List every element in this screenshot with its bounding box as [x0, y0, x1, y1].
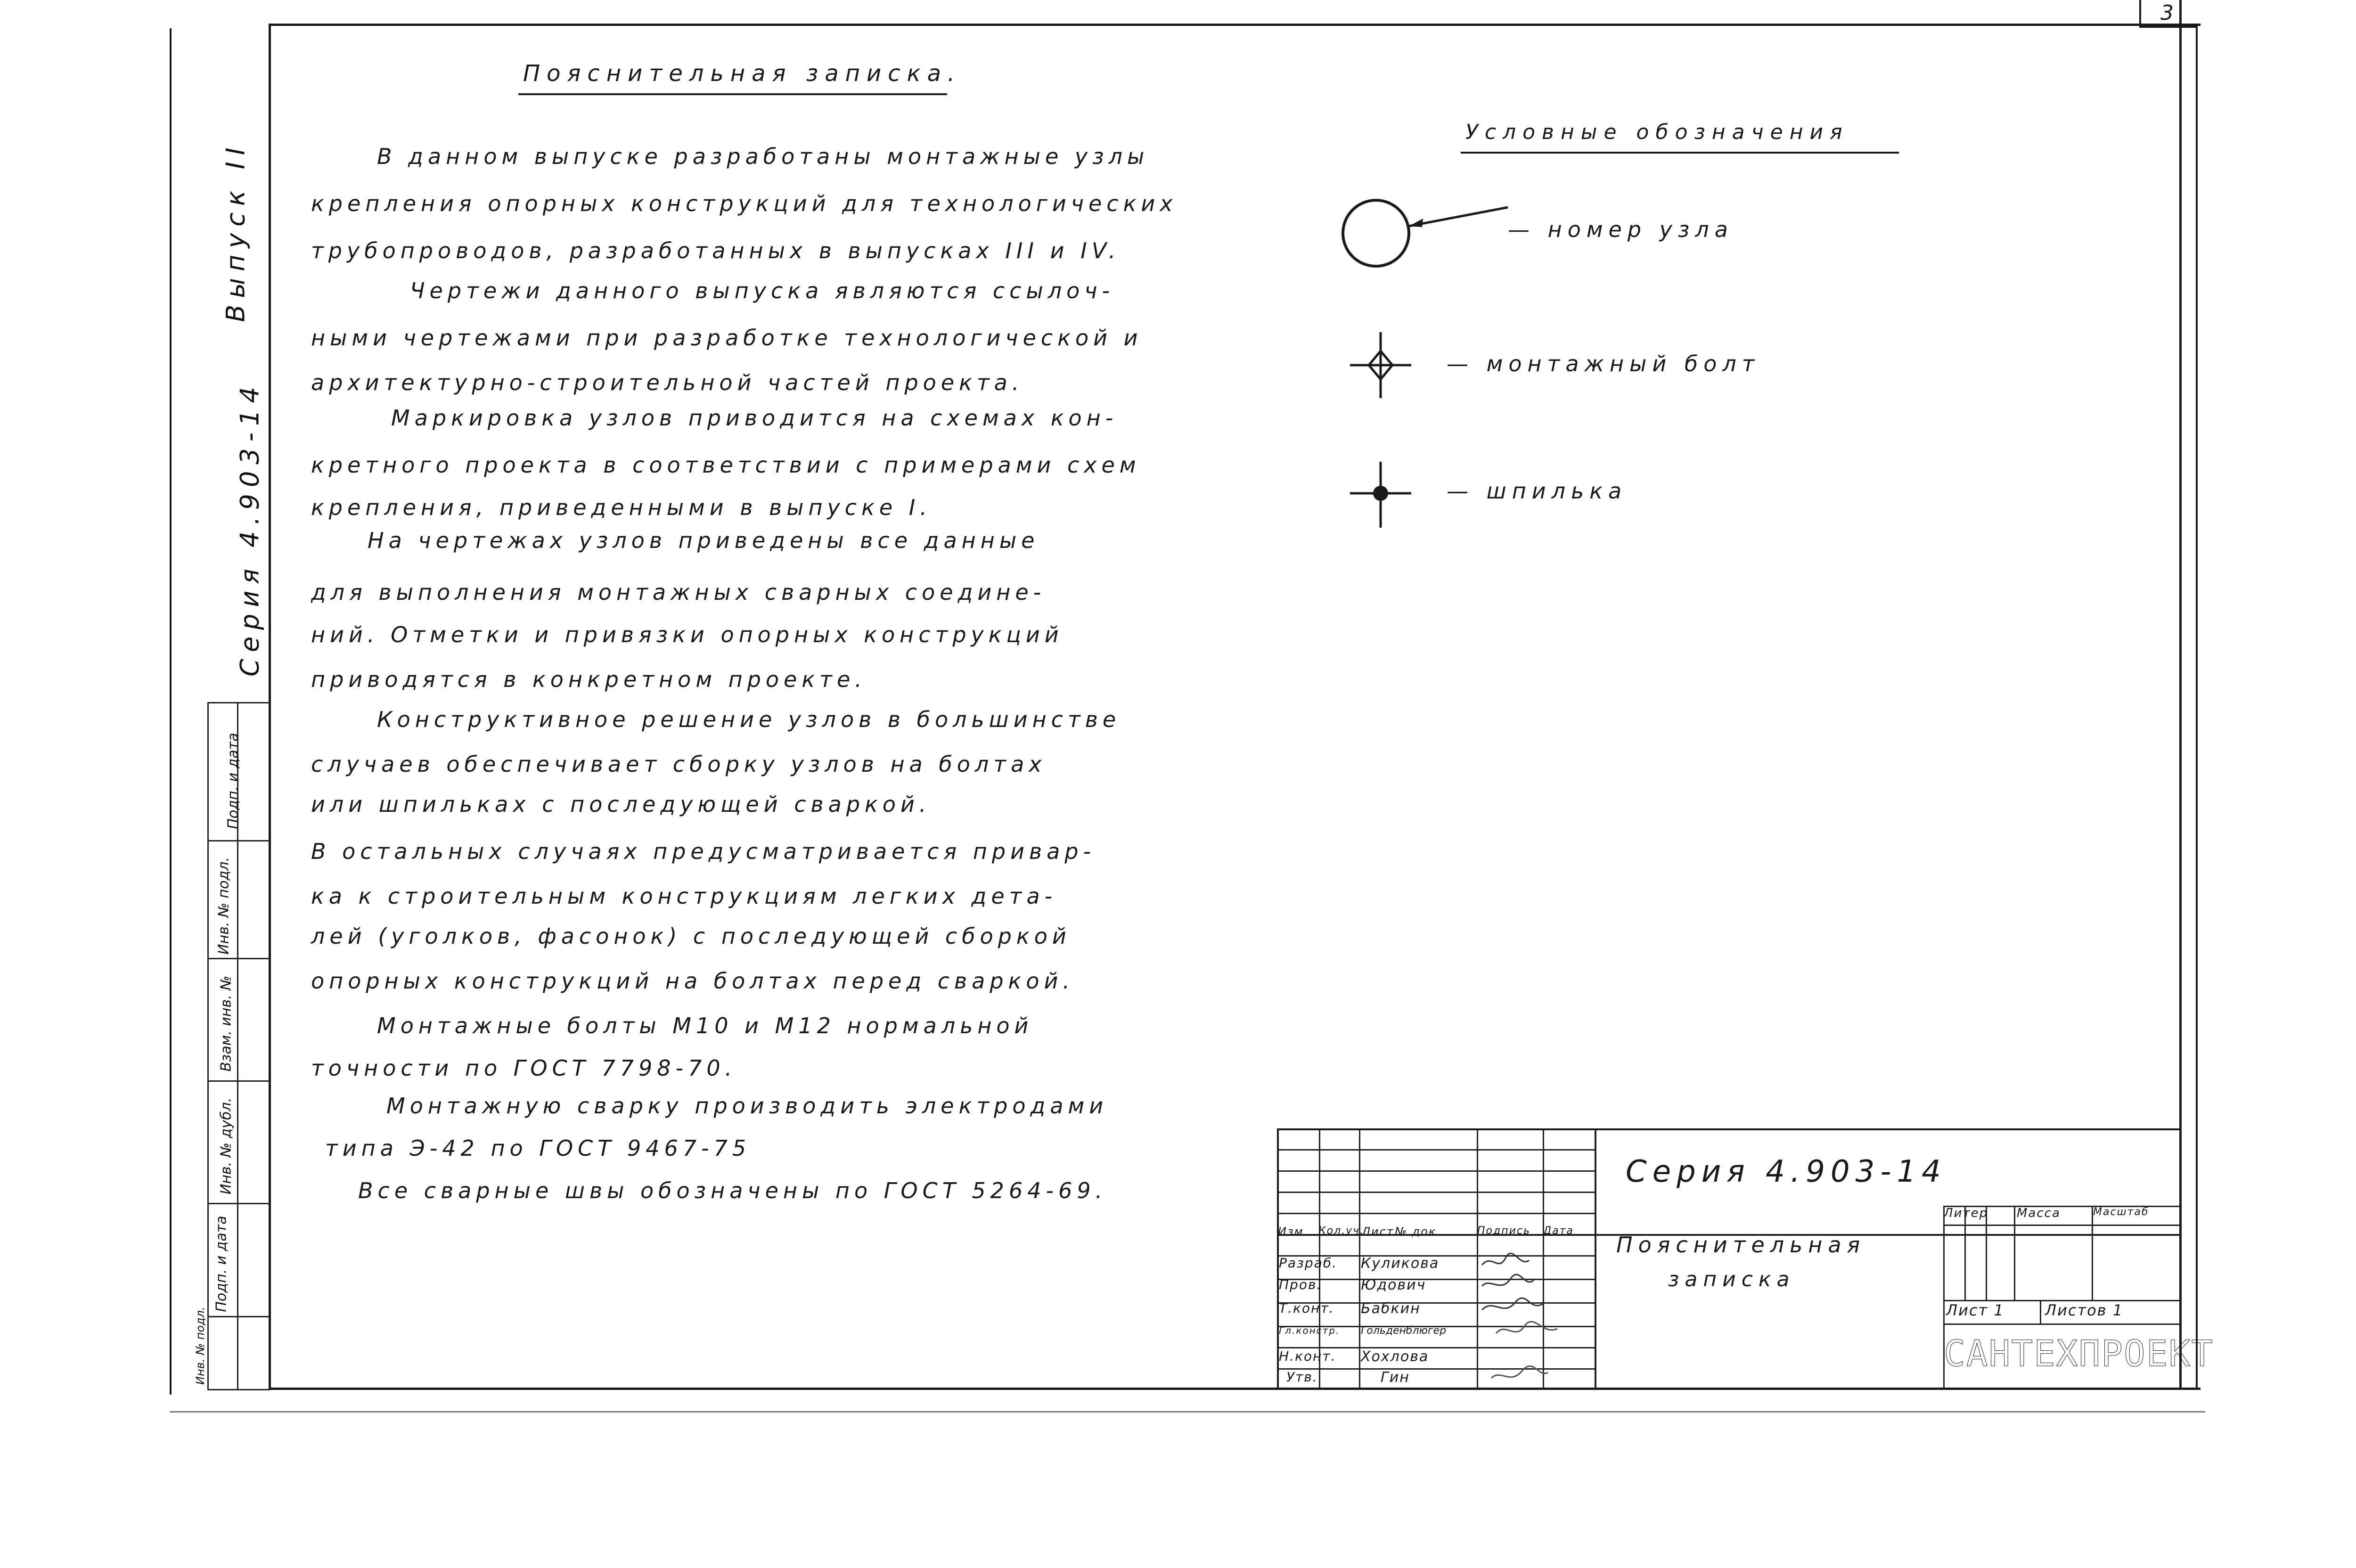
role-glkonstr: Гл.констр.	[1279, 1325, 1340, 1336]
side-issue-label: Выпуск II	[221, 141, 251, 322]
legend-bolt-label: — монтажный болт	[1447, 351, 1760, 376]
note-line: ний. Отметки и привязки опорных конструкций	[311, 622, 1063, 647]
stamp-header-list: Лист	[1362, 1225, 1394, 1238]
legend-title-underline	[1461, 152, 1899, 154]
role-prov: Пров.	[1279, 1277, 1322, 1292]
name-glkonstr: Гольденблюгер	[1361, 1325, 1447, 1337]
note-line: приводятся в конкретном проекте.	[311, 667, 867, 692]
stamp-sheets: Листов 1	[2045, 1301, 2124, 1319]
stamp-org: САНТЕХПРОЕКТ	[1944, 1332, 2214, 1374]
note-line: точности по ГОСТ 7798-70.	[311, 1055, 737, 1081]
name-nkont: Хохлова	[1361, 1348, 1429, 1365]
outer-frame-top	[269, 24, 2201, 26]
circle-node-icon	[1338, 188, 1517, 283]
note-line: лей (уголков, фасонок) с последующей сборкой	[311, 923, 1071, 949]
note-line: ка к строительным конструкциям легких дета-	[311, 883, 1057, 909]
side-col-2: Инв. № подл.	[215, 857, 232, 955]
stamp-header-izm: Изм.	[1278, 1225, 1309, 1238]
note-line: крепления, приведенными в выпуске I.	[311, 495, 932, 520]
note-line: Маркировка узлов приводится на схемах кон-	[391, 405, 1118, 431]
note-line: ными чертежами при разработке технологической и	[311, 325, 1143, 351]
note-line: опорных конструкций на болтах перед сваркой.	[311, 968, 1074, 994]
note-line: Все сварные швы обозначены по ГОСТ 5264-69.	[358, 1178, 1107, 1203]
inner-frame-right	[2196, 24, 2198, 1390]
side-col-6: Инв. № подл.	[194, 1307, 207, 1385]
note-line: Конструктивное решение узлов в большинстве	[377, 707, 1121, 732]
side-col-1: Подп. и дата	[225, 733, 242, 829]
role-nkont: Н.конт.	[1279, 1348, 1336, 1364]
note-line: На чертежах узлов приведены все данные	[368, 528, 1039, 553]
name-tkont: Бабкин	[1361, 1300, 1421, 1317]
stamp-scale-header: Масштаб	[2093, 1206, 2149, 1218]
note-line: кретного проекта в соответствии с примерами схем	[311, 452, 1141, 478]
name-utv: Гин	[1381, 1369, 1410, 1386]
sheet-number: 3	[2160, 1, 2174, 25]
page-title: Пояснительная записка.	[523, 60, 962, 87]
note-line: трубопроводов, разработанных в выпусках III и IV.	[311, 238, 1121, 263]
stamp-series: Серия 4.903-14	[1626, 1154, 1947, 1189]
side-col-3: Взам. инв. №	[218, 975, 235, 1072]
side-col-4: Инв. № дубл.	[218, 1097, 235, 1195]
role-tkont: Т.конт.	[1279, 1300, 1334, 1316]
stamp-header-sign: Подпись	[1477, 1225, 1530, 1237]
name-prov: Юдович	[1361, 1277, 1426, 1293]
dot-stud-icon	[1348, 459, 1414, 530]
note-line: Монтажные болты М10 и М12 нормальной	[377, 1013, 1033, 1038]
stamp-header-date: Дата	[1543, 1225, 1574, 1237]
page-bottom-edge	[170, 1411, 2205, 1413]
note-line: типа Э-42 по ГОСТ 9467-75	[325, 1135, 751, 1161]
stamp-mass-header: Масса	[2017, 1206, 2061, 1220]
note-line: Чертежи данного выпуска являются ссылоч-	[410, 278, 1115, 303]
note-line: В остальных случаях предусматривается привар-	[311, 839, 1096, 864]
note-line: В данном выпуске разработаны монтажные узлы	[377, 144, 1149, 169]
stamp-doc-title-2: записка	[1668, 1267, 1795, 1291]
stamp-header-kol: Кол.уч.	[1318, 1225, 1365, 1237]
note-line: или шпильках с последующей сваркой.	[311, 792, 931, 817]
stamp-lit-header: Литер	[1944, 1206, 1988, 1220]
legend-node-label: — номер узла	[1508, 217, 1734, 242]
side-series-label: Серия 4.903-14	[235, 380, 265, 677]
diamond-bolt-icon	[1348, 330, 1414, 400]
note-line: для выполнения монтажных сварных соедине-	[311, 580, 1046, 605]
title-underline	[518, 93, 947, 95]
name-razrab: Куликова	[1361, 1255, 1440, 1272]
note-line: Монтажную сварку производить электродами	[386, 1093, 1108, 1119]
role-utv: Утв.	[1286, 1369, 1318, 1385]
stamp-doc-title-1: Пояснительная	[1616, 1232, 1866, 1258]
note-line: случаев обеспечивает сборку узлов на болтах	[311, 751, 1047, 777]
binding-edge-line	[170, 28, 172, 1395]
stamp-sheet: Лист 1	[1946, 1301, 2004, 1319]
side-col-5: Подп. и дата	[213, 1216, 230, 1312]
note-line: архитектурно-строительной частей проекта.	[311, 370, 1024, 395]
stamp-header-doc: № док.	[1395, 1225, 1441, 1238]
legend-stud-label: — шпилька	[1447, 478, 1628, 504]
role-razrab: Разраб.	[1279, 1255, 1338, 1271]
legend-title: Условные обозначения	[1465, 120, 1849, 144]
signatures	[1477, 1251, 1600, 1388]
note-line: крепления опорных конструкций для технологических	[311, 191, 1178, 216]
